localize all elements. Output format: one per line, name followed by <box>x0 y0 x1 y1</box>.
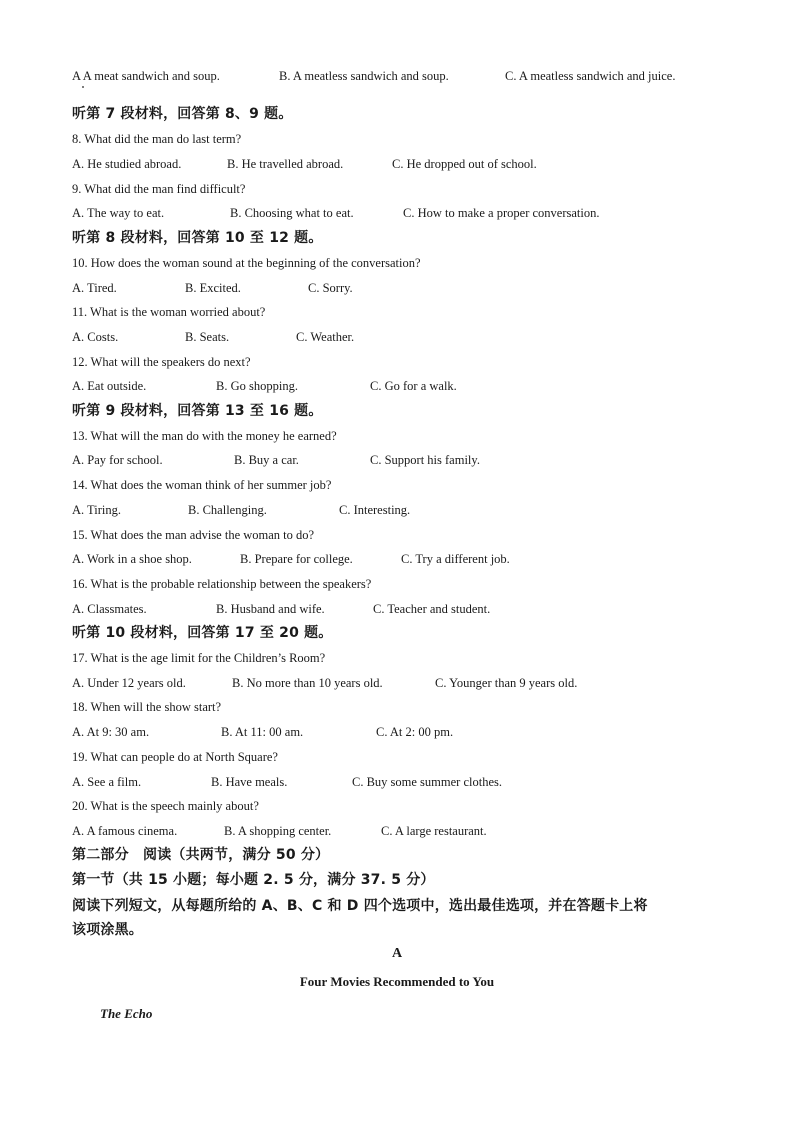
question-stem: 15. What does the man advise the woman to do? <box>72 528 315 542</box>
question-stem: 8. What did the man do last term? <box>72 132 242 146</box>
section-heading: 第二部分 阅读（共两节，满分 50 分） <box>72 847 330 863</box>
question-stem: 10. How does the woman sound at the beginning of the conversation? <box>72 256 421 270</box>
option-b: B. Buy a car. <box>234 453 299 467</box>
option-b: B. A shopping center. <box>224 824 332 838</box>
option-a: A. At 9: 30 am. <box>72 725 150 739</box>
option-a: A. He studied abroad. <box>72 157 182 171</box>
section-heading: 第一节（共 15 小题；每小题 2. 5 分，满分 37. 5 分） <box>72 872 435 888</box>
question-stem: 11. What is the woman worried about? <box>72 305 266 319</box>
option-a: A. The way to eat. <box>72 206 165 220</box>
question-stem: 16. What is the probable relationship between the speakers? <box>72 577 372 591</box>
option-b: B. He travelled abroad. <box>227 157 344 171</box>
option-c: C. Younger than 9 years old. <box>435 676 578 690</box>
option-a: A. Costs. <box>72 330 119 344</box>
section-heading: 该项涂黑。 <box>72 922 143 938</box>
option-c: C. Weather. <box>296 330 355 344</box>
option-b: B. Challenging. <box>188 503 267 517</box>
option-b: B. Go shopping. <box>216 379 298 393</box>
option-b: B. A meatless sandwich and soup. <box>279 69 449 83</box>
question-stem: 17. What is the age limit for the Children’s Room? <box>72 651 326 665</box>
section-heading: 听第 9 段材料，回答第 13 至 16 题。 <box>72 403 323 419</box>
option-a: A. A famous cinema. <box>72 824 178 838</box>
option-c: C. He dropped out of school. <box>392 157 537 171</box>
option-a: A. See a film. <box>72 775 142 789</box>
option-c: C. Teacher and student. <box>373 602 491 616</box>
question-stem: 14. What does the woman think of her summer job? <box>72 478 332 492</box>
passage-letter: A <box>391 946 403 961</box>
passage-title: Four Movies Recommended to You <box>299 974 495 989</box>
option-a: A. Classmates. <box>72 602 147 616</box>
option-a: A. Pay for school. <box>72 453 163 467</box>
option-c: C. Go for a walk. <box>370 379 457 393</box>
option-b: B. Seats. <box>185 330 230 344</box>
option-b: B. Prepare for college. <box>240 552 353 566</box>
section-heading: 阅读下列短文，从每题所给的 A、B、C 和 D 四个选项中，选出最佳选项，并在答题卡上将 <box>72 898 648 914</box>
option-b: B. No more than 10 years old. <box>232 676 383 690</box>
option-c: C. Support his family. <box>370 453 480 467</box>
option-a: A A meat sandwich and soup. <box>72 69 220 83</box>
question-stem: 9. What did the man find difficult? <box>72 182 246 196</box>
option-c: C. Interesting. <box>339 503 411 517</box>
question-stem: 12. What will the speakers do next? <box>72 355 251 369</box>
option-a: A. Tiring. <box>72 503 121 517</box>
option-c: C. A large restaurant. <box>381 824 487 838</box>
section-heading: 听第 10 段材料，回答第 17 至 20 题。 <box>72 625 333 641</box>
option-a: A. Eat outside. <box>72 379 147 393</box>
option-c: C. Try a different job. <box>401 552 510 566</box>
option-c: C. Buy some summer clothes. <box>352 775 502 789</box>
option-a: A. Under 12 years old. <box>72 676 186 690</box>
option-a: A. Tired. <box>72 281 117 295</box>
option-a: A. Work in a shoe shop. <box>72 552 192 566</box>
option-b: B. Husband and wife. <box>216 602 325 616</box>
section-heading: 听第 7 段材料，回答第 8、9 题。 <box>72 106 293 122</box>
option-c: C. How to make a proper conversation. <box>403 206 600 220</box>
question-stem: 20. What is the speech mainly about? <box>72 799 259 813</box>
question-stem: 18. When will the show start? <box>72 700 222 714</box>
option-c: C. A meatless sandwich and juice. <box>505 69 676 83</box>
section-heading: 听第 8 段材料，回答第 10 至 12 题。 <box>72 230 323 246</box>
option-b: B. At 11: 00 am. <box>221 725 304 739</box>
option-c: C. At 2: 00 pm. <box>376 725 454 739</box>
option-b: B. Choosing what to eat. <box>230 206 354 220</box>
option-c: C. Sorry. <box>308 281 353 295</box>
option-b: B. Excited. <box>185 281 241 295</box>
movie-title-the-echo: The Echo <box>100 1006 153 1021</box>
question-stem: 13. What will the man do with the money he earned? <box>72 429 337 443</box>
stray-dot <box>82 86 84 88</box>
option-b: B. Have meals. <box>211 775 288 789</box>
question-stem: 19. What can people do at North Square? <box>72 750 278 764</box>
